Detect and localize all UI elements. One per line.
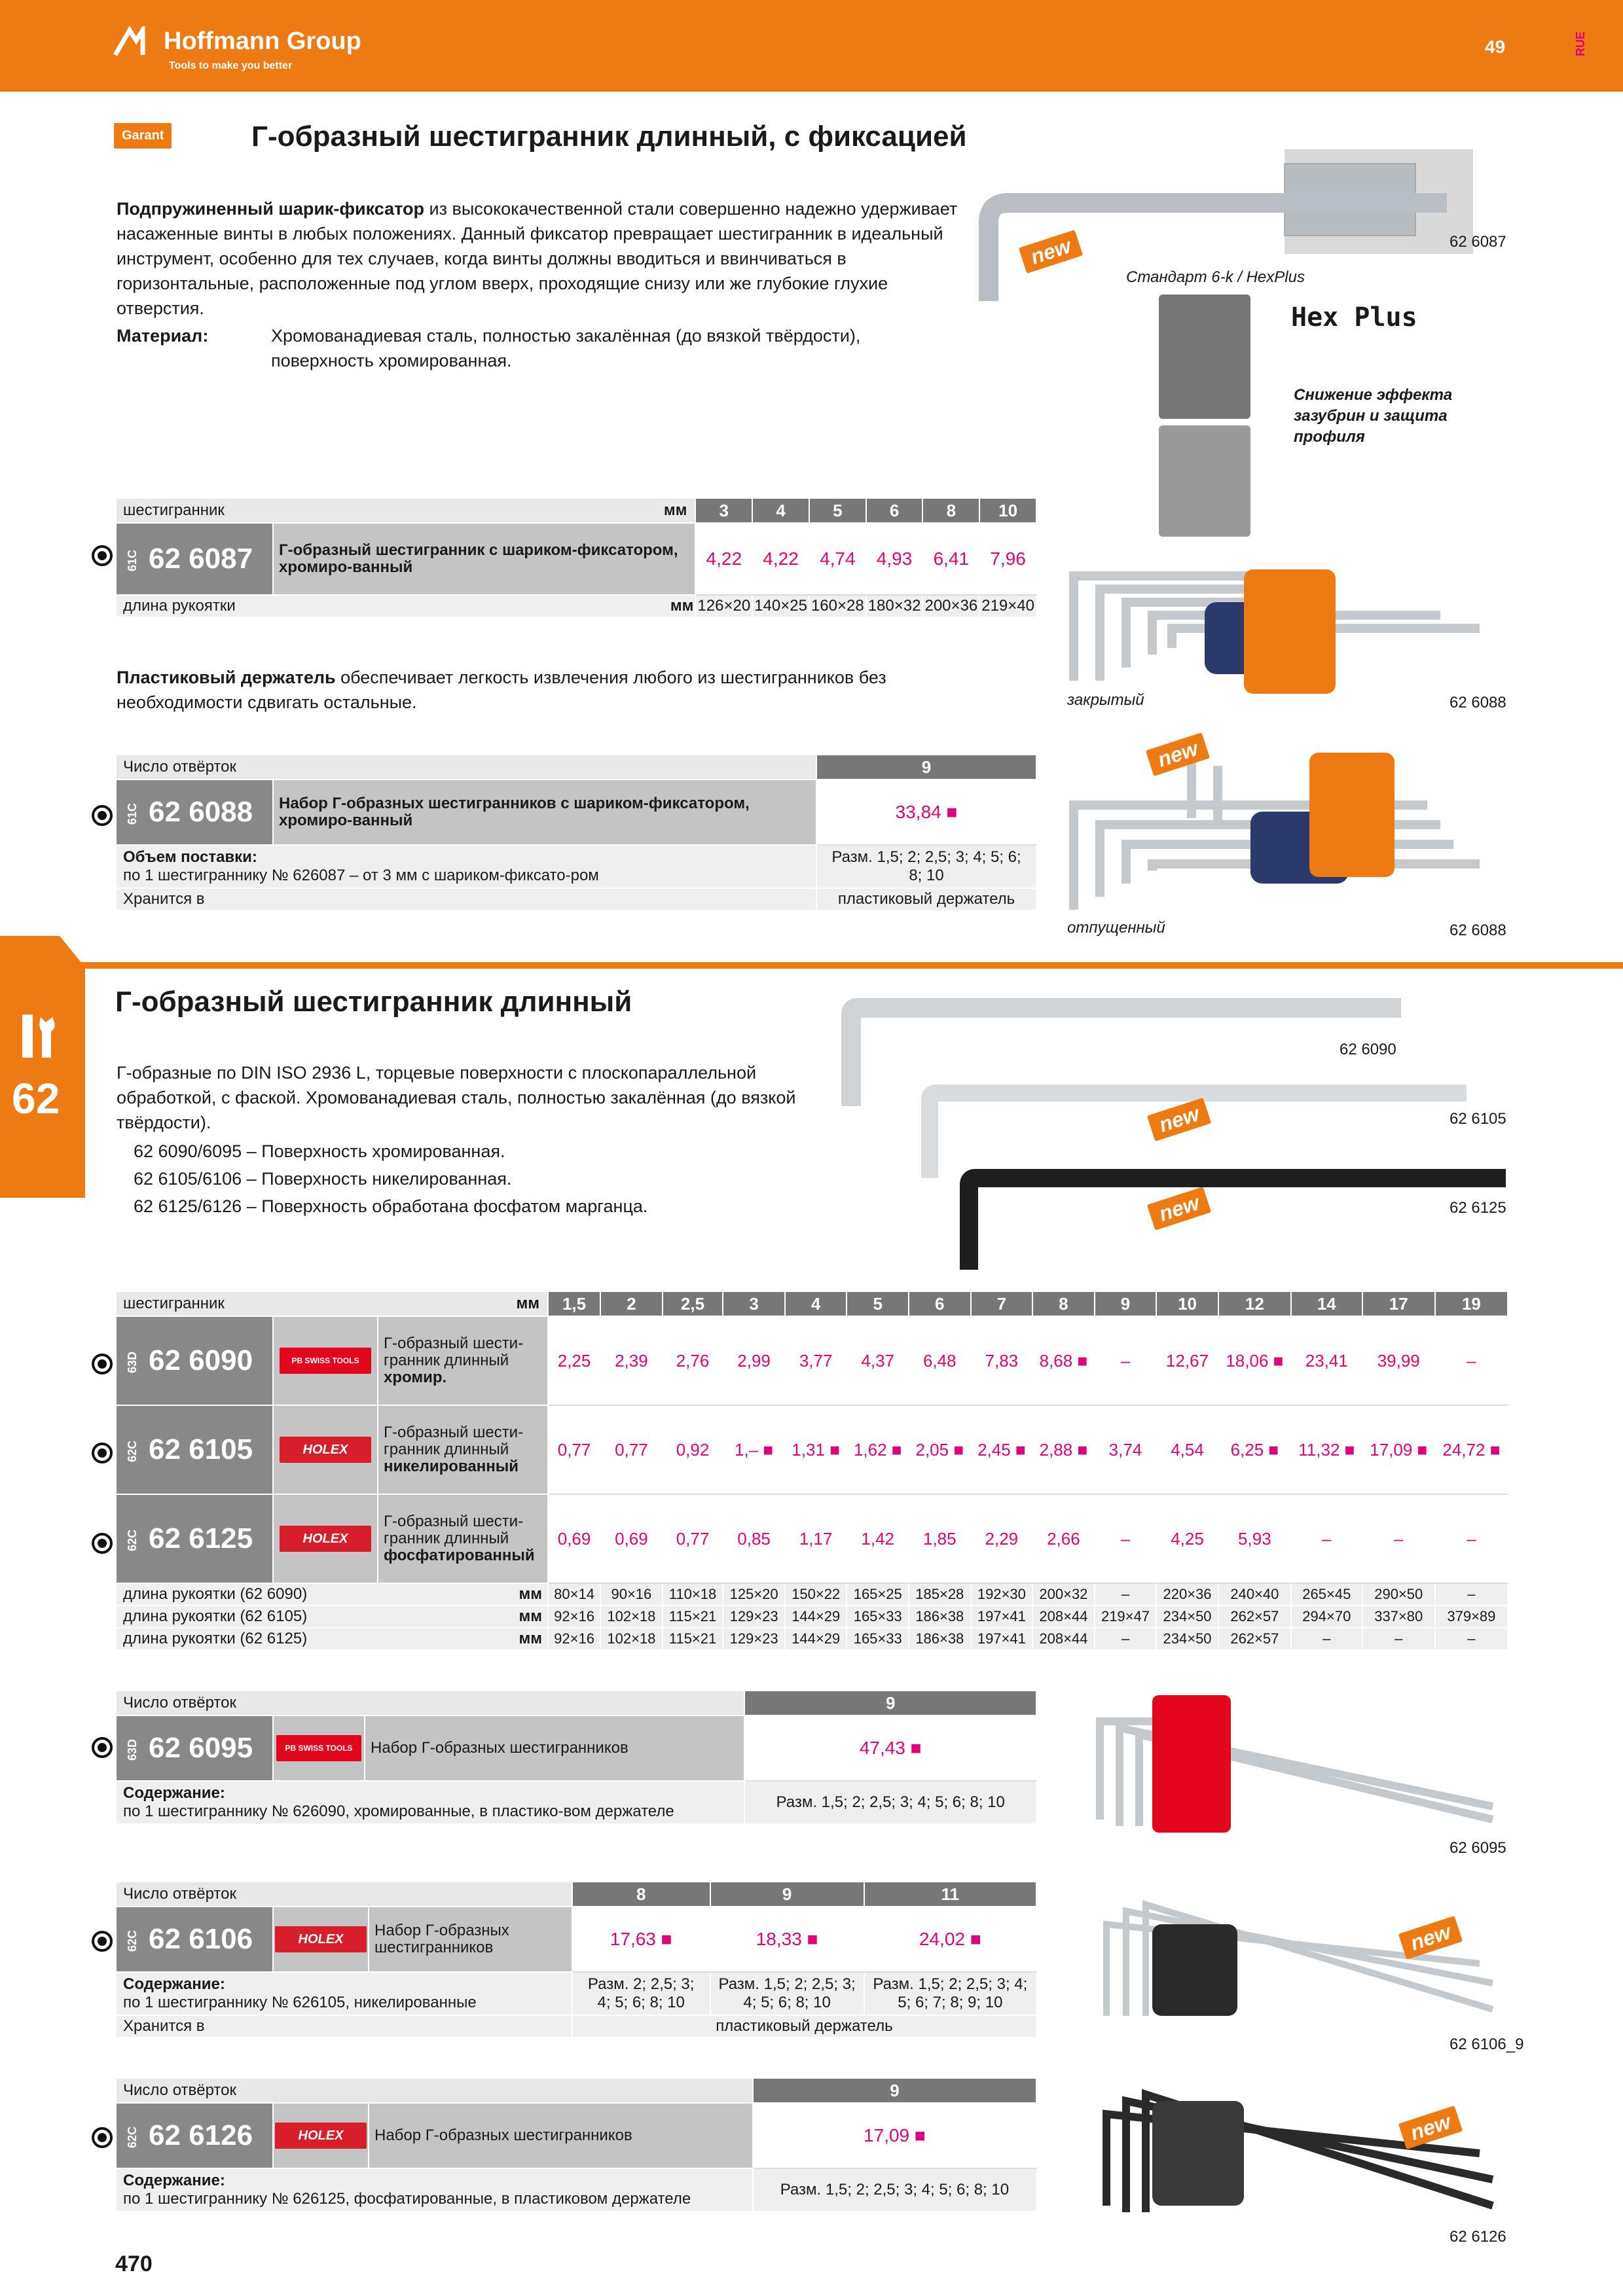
section2-intro: Г-образные по DIN ISO 2936 L, торцевые поверхности с плоскопараллельной обработкой, с фаской. Хромованадиевая сталь, полностью закалённая (до вязкой твёрдости). [117, 1063, 796, 1132]
section1-title: Г-образный шестигранник длинный, с фиксацией [251, 120, 967, 152]
table-626106: Число отвёрток 8 9 11 62C 62 6106 HOLEX Набор Г-образных шестигранников 17,63 ■ 18,33 ■ 24,02 ■ Содержание: по 1 шестиграннику № 626105, никелированные Разм. 2; 2,5; 3; 4; 5; 6; 8; 10 Разм. 1,5; 2; 2,5; 3; 4; 5; 6; 8; 10 Разм. 1,5; 2; 2,5; 3; 4; 5; 6; 7; 8; 9; 10 Хранится в пластиковый держатель [115, 1881, 1037, 2038]
section1-intro: Подпружиненный шарик-фиксатор из высококачественной стали совершенно надежно удерживает насаженные винты в любых положениях. Данный фиксатор превращает шестигранник в идеальный инструмент, особенно для тех случаев, когда винты должны вводиться и ввинчиваться в горизонтальные, расположенные под углом вверх, проходящие снизу или же глубокие глухие отверстия. [117, 199, 958, 318]
image-code: 62 6106_9 [1450, 2036, 1524, 2053]
pb-swiss-tools-logo: PB SWISS TOOLS [276, 1735, 361, 1761]
footer-page-number: 470 [115, 2251, 153, 2276]
size-header: 6 [909, 1291, 971, 1316]
size-header: 10 [1156, 1291, 1218, 1316]
table-hex-keys: шестигранник мм 1,5 2 2,5 3 4 5 6 7 8 9 10 12 14 17 19 63D 62 6090 PB SWISS TOOLS Г-образный шести-гранник длинный хромир. 2,25 2,39 2,76 2,99 3,77 4,37 6,48 7,83 8,68 ■ – 12,67 18,06 ■ 23,41 39,99 – 62C 62 6105 HOLEX Г-образный шести-гранник длинный никелированный 0,77 0,77 0,92 1,– ■ 1,31 ■ 1,62 ■ 2,05 ■ 2,45 ■ 2,88 ■ 3,74 4,54 6,25 ■ 11,32 ■ 17,09 ■ 24,72 ■ 62C 62 6125 HOLEX Г-образный шести-гранник длинный фосфатированный 0,69 0,69 0,77 0,85 1,17 1,42 1,85 2,29 2,66 – 4,25 5,93 – – – длина рукоятки (62 6090) мм 80×14 90×16 110×18 125×20 150×22 165×25 185×28 192×30 200×32 – 220×36 240×40 265×45 290×50 – длина рукоятки (62 6105) мм 92×16 102×18 115×21 129×23 144×29 165×33 186×38 197×41 208×44 219×47 234×50 262×57 294×70 337×80 379×89 длина рукоятки (62 6125) мм 92×16 102×18 115×21 129×23 144×29 165×33 186×38 197×41 208×44 – 234×50 262×57 – – – [115, 1291, 1508, 1651]
brand-logo: PB SWISS TOOLS [280, 1348, 371, 1374]
material-label: Материал: [117, 326, 209, 346]
size-header: 14 [1291, 1291, 1362, 1316]
surface-line: 62 6105/6106 – Поверхность никелированная. [134, 1169, 512, 1189]
size-header: 17 [1362, 1291, 1435, 1316]
new-badge: new [1019, 230, 1083, 274]
wrench-icon [18, 1008, 64, 1060]
open-code: 62 6088 [1450, 922, 1506, 939]
size-header: 4 [785, 1291, 847, 1316]
new-badge: new [1398, 1916, 1463, 1960]
table-626087: шестигранник мм 3 4 5 6 8 10 61C 62 6087 Г-образный шестигранник с шариком-фиксатором, хромиро-ванный 4,22 4,22 4,74 4,93 6,41 7,96 длина рукоятки мм 126×20 140×25 160×28 180×32 200×36 219×40 [115, 497, 1037, 618]
table-626095: Число отвёрток 9 63D 62 6095 PB SWISS TOOLS Набор Г-образных шестигранников 47,43 ■ Содержание: по 1 шестиграннику № 626090, хромированные, в пластико-вом держателе Разм. 1,5; 2; 2,5; 3; 4; 5; 6; 8; 10 [115, 1690, 1037, 1825]
set-626095-image [1087, 1689, 1506, 1846]
size-header: 1,5 [548, 1291, 600, 1316]
image-code: 62 6090 [1340, 1041, 1396, 1058]
image-code: 62 6125 [1450, 1199, 1506, 1217]
article-code: 61C 62 6087 [116, 523, 273, 595]
image-code: 62 6126 [1450, 2228, 1506, 2246]
image-code: 62 6095 [1450, 1839, 1506, 1857]
new-badge: new [1146, 732, 1210, 776]
size-header: 9 [1095, 1291, 1157, 1316]
table-row: 62C 62 6105 HOLEX Г-образный шести-гранник длинный никелированный 0,77 0,77 0,92 1,– ■ 1,31 ■ 1,62 ■ 2,05 ■ 2,45 ■ 2,88 ■ 3,74 4,54 6,25 ■ 11,32 ■ 17,09 ■ 24,72 ■ [116, 1405, 1508, 1494]
size-header: 2 [600, 1291, 663, 1316]
section2-title: Г-образный шестигранник длинный [115, 986, 632, 1018]
brand-logo: HOLEX [280, 1526, 371, 1552]
material-text: Хромованадиевая сталь, полностью закалённая (до вязкой твёрдости), поверхность хромированная. [271, 326, 861, 370]
section-separator [0, 962, 1623, 969]
length-row: длина рукоятки (62 6090) мм 80×14 90×16 110×18 125×20 150×22 165×25 185×28 192×30 200×32 – 220×36 240×40 265×45 290×50 – [116, 1583, 1508, 1605]
standard-caption: Стандарт 6-k / HexPlus [1126, 268, 1305, 286]
length-row: длина рукоятки (62 6125) мм 92×16 102×18 115×21 129×23 144×29 165×33 186×38 197×41 208×44 – 234×50 262×57 – – – [116, 1628, 1508, 1650]
hex-profile-image [1159, 295, 1250, 419]
hexplus-note: Снижение эффекта зазубрин и защита профиля [1294, 386, 1453, 446]
size-header: 5 [847, 1291, 909, 1316]
order-marker [92, 1533, 113, 1554]
surface-line: 62 6125/6126 – Поверхность обработана фосфатом марганца. [134, 1196, 648, 1216]
table-row: 62C 62 6125 HOLEX Г-образный шести-гранник длинный фосфатированный 0,69 0,69 0,77 0,85 1,17 1,42 1,85 2,29 2,66 – 4,25 5,93 – – – [116, 1494, 1508, 1583]
hoffmann-logo-icon [113, 26, 162, 58]
set-closed-image [1061, 550, 1506, 707]
size-header: 12 [1218, 1291, 1291, 1316]
new-badge: new [1398, 2106, 1463, 2149]
brand-logo: HOLEX [280, 1437, 371, 1463]
closed-code: 62 6088 [1450, 694, 1506, 711]
table-row: 63D 62 6090 PB SWISS TOOLS Г-образный шести-гранник длинный хромир. 2,25 2,39 2,76 2,99 3,77 4,37 6,48 7,83 8,68 ■ – 12,67 18,06 ■ 23,41 39,99 – [116, 1316, 1508, 1405]
order-marker [92, 2127, 113, 2148]
chapter-tab [0, 936, 85, 1198]
size-header: 8 [1032, 1291, 1095, 1316]
new-badge: new [1147, 1187, 1211, 1230]
brand-tagline: Tools to make you better [169, 60, 293, 71]
size-header: 7 [971, 1291, 1033, 1316]
brand-name: Hoffmann Group [164, 27, 361, 55]
set-open-image [1061, 740, 1506, 923]
order-marker [92, 1354, 113, 1374]
length-row: длина рукоятки (62 6105) мм 92×16 102×18 115×21 129×23 144×29 165×33 186×38 197×41 208×44 219×47 234×50 262×57 294×70 337×80 379×89 [116, 1605, 1508, 1628]
holex-logo: HOLEX [275, 2123, 367, 2149]
image-code: 62 6105 [1450, 1110, 1506, 1128]
page-number: 49 [1485, 37, 1506, 57]
table-626088: Число отвёрток 9 61C 62 6088 Набор Г-образных шестигранников с шариком-фиксатором, хромиро-ванный 33,84 ■ Объем поставки: по 1 шестиграннику № 626087 – от 3 мм с шариком-фиксато-ром Разм. 1,5; 2; 2,5; 3; 4; 5; 6; 8; 10 Хранится в пластиковый держатель [115, 754, 1037, 911]
new-badge: new [1147, 1098, 1211, 1141]
garant-brand-label: Garant [114, 123, 172, 149]
holex-logo: HOLEX [275, 1926, 367, 1952]
hex-socket-image [1159, 425, 1250, 537]
holder-text: Пластиковый держатель обеспечивает легкость извлечения любого из шестигранников без необходимости сдвигать остальные. [117, 668, 886, 712]
set-626106-image [1087, 1885, 1506, 2036]
closed-label: закрытый [1067, 691, 1144, 709]
table-626126: Число отвёрток 9 62C 62 6126 HOLEX Набор Г-образных шестигранников 17,09 ■ Содержание: по 1 шестиграннику № 626125, фосфатированные, в пластиковом держателе Разм. 1,5; 2; 2,5; 3; 4; 5; 6; 8; 10 [115, 2077, 1037, 2212]
language-code: RUE [1574, 31, 1587, 56]
size-header: 3 [723, 1291, 785, 1316]
order-marker [92, 805, 113, 826]
size-header: 2,5 [663, 1291, 723, 1316]
order-marker [92, 545, 113, 566]
order-marker [92, 1737, 113, 1758]
open-label: отпущенный [1067, 919, 1165, 937]
order-marker [92, 1931, 113, 1952]
hexplus-logo: Hex Plus [1291, 302, 1417, 332]
hex-keys-image [838, 995, 1525, 1283]
chapter-number: 62 [12, 1074, 60, 1122]
image-code: 62 6087 [1450, 233, 1506, 251]
order-marker [92, 1443, 113, 1463]
surface-line: 62 6090/6095 – Поверхность хромированная. [134, 1141, 505, 1161]
size-header: 19 [1435, 1291, 1508, 1316]
set-626126-image [1087, 2075, 1506, 2225]
hex-key-image [962, 144, 1473, 314]
